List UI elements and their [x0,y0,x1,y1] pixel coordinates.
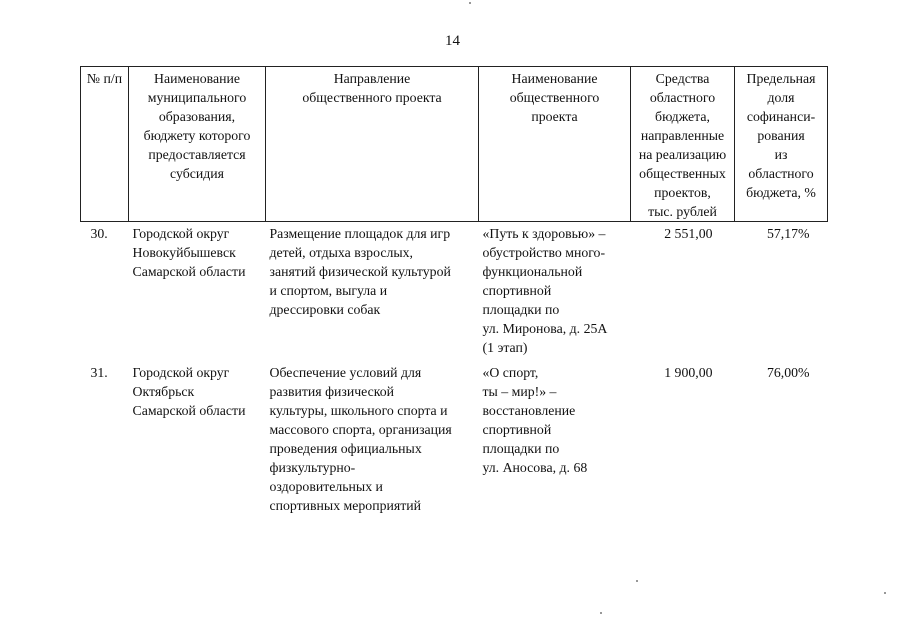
direction-cell: Обеспечение условий для развития физической культуры, школьного спорта и массового спорта, организация проведения официальных физкультурно- оздоровительных и спортивных мероприятий [269,365,452,513]
table-header-row [81,67,828,222]
table-row [81,222,828,358]
header-direction: Направление общественного проекта [266,67,479,222]
scan-speck [636,580,638,582]
page-number: 14 [445,33,460,49]
header-municipality: Наименование муниципального образования, бюджету которого предоставляется субсидия [129,67,266,222]
project-cell: «О спорт, ты – мир!» – восстановление спортивной площадки по ул. Аносова, д. 68 [482,365,588,475]
subsidy-table [80,66,828,515]
budget-amount-cell: 1 900,00 [664,365,713,380]
header-cofinancing-share: Предельная доля софинанси- рования из областного бюджета, % [735,67,828,222]
row-number: 30. [90,226,108,241]
scan-speck [884,592,886,594]
budget-amount-cell: 2 551,00 [664,226,713,241]
project-cell: «Путь к здоровью» – обустройство много- функциональной спортивной площадки по ул. Миронова, д. 25А (1 этап) [482,226,608,355]
scan-speck [469,2,471,4]
municipality-cell: Городской округ Новокуйбышевск Самарской области [132,226,246,279]
header-budget-funds: Средства областного бюджета, направленные на реализацию общественных проектов, тыс. рублей [631,67,735,222]
direction-cell: Размещение площадок для игр детей, отдыха взрослых, занятий физической культурой и спортом, выгула и дрессировки собак [269,226,451,317]
table-row [81,357,828,515]
cofinancing-share-cell: 57,17% [766,226,810,241]
cofinancing-share-cell: 76,00% [766,365,810,380]
header-project-name: Наименование общественного проекта [479,67,631,222]
municipality-cell: Городской округ Октябрьск Самарской области [132,365,246,418]
scan-speck [600,612,602,614]
header-number: № п/п [81,67,129,222]
row-number: 31. [90,365,108,380]
